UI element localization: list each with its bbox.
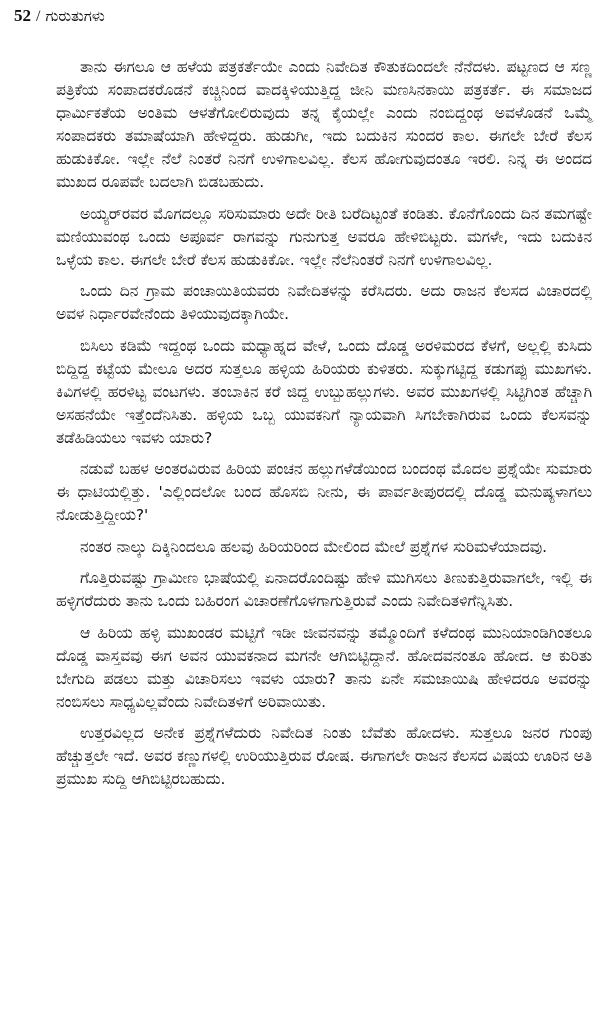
header-separator: /	[36, 8, 41, 25]
paragraph-3: ಒಂದು ದಿನ ಗ್ರಾಮ ಪಂಚಾಯಿತಿಯವರು ನಿವೇದಿತಳನ್ನು ಕರೆಸಿದರು. ಅದು ರಾಜನ ಕೆಲಸದ ವಿಚಾರದಲ್ಲಿ ಅವಳ ನಿರ್ಧಾರವೇನೆಂದು ತಿಳಿಯುವುದಕ್ಕಾಗಿಯೇ.	[56, 282, 592, 323]
paragraph-5: ನಡುವೆ ಬಹಳ ಅಂತರವಿರುವ ಹಿರಿಯ ಪಂಚನ ಹಲ್ಲುಗಳೆಡೆಯಿಂದ ಬಂದಂಥ ಮೊದಲ ಪ್ರಶ್ನೆಯೇ ಸುಮಾರು ಈ ಧಾಟಿಯಲ್ಲಿತ್ತು. 'ಎಲ್ಲಿಂದಲೋ ಬಂದ ಹೊಸಬಿ ನೀನು, ಈ ಪಾರ್ವತೀಪುರದಲ್ಲಿ ದೊಡ್ಡ ಮನುಷ್ಯಳಾಗಲು ನೋಡುತ್ತಿದ್ದೀಯ?'	[56, 460, 592, 524]
paragraph-1: ತಾನು ಈಗಲೂ ಆ ಹಳೆಯ ಪತ್ರಕರ್ತೆಯೇ ಎಂದು ನಿವೇದಿತ ಕೌತುಕದಿಂದಲೇ ನೆನೆದಳು. ಪಟ್ಟಣದ ಆ ಸಣ್ಣ ಪತ್ರಿಕೆಯ ಸಂಪಾದಕರೊಡನೆ ಕಚ್ಚಿನಿಂದ ವಾದಕ್ಕಿಳಿಯುತ್ತಿದ್ದ ಜೀನಿ ಮಣಸಿನಕಾಯಿ ಪತ್ರಕರ್ತೆ. ಈ ಸಮಾಜದ ಧಾರ್ಮಿಕತೆಯ ಅಂತಿಮ ಆಳತೆಗೋಲಿರುವುದು ತನ್ನ ಕೈಯಲ್ಲೇ ಎಂದು ನಂಬಿದ್ದಂಥ ಅವಳೊಡನೆ ಒಮ್ಮೆ ಸಂಪಾದಕರು ತಮಾಷೆಯಾಗಿ ಹೇಳಿದ್ದರು. ಹುಡುಗೀ, ಇದು ಬದುಕಿನ ಸುಂದರ ಕಾಲ. ಈಗಲೇ ಬೇರೆ ಕೆಲಸ ಹುಡುಕಿಕೋ. ಇಲ್ಲೇ ನೆಲೆ ನಿಂತರೆ ನಿನಗೆ ಉಳಿಗಾಲವಿಲ್ಲ. ಕೆಲಸ ಹೋಗುವುದಂತೂ ಇರಲಿ. ನಿನ್ನ ಈ ಅಂದದ ಮುಖದ ರೂಪವೇ ಬದಲಾಗಿ ಬಿಡಬಹುದು.	[56, 58, 592, 191]
paragraph-7: ಗೊತ್ತಿರುವಷ್ಟು ಗ್ರಾಮೀಣ ಭಾಷೆಯಲ್ಲಿ ಏನಾದರೊಂದಿಷ್ಟು ಹೇಳಿ ಮುಗಿಸಲು ತಿಣುಕುತ್ತಿರುವಾಗಲೇ, ಇಲ್ಲಿ ಈ ಹಳ್ಳಿಗರೆದುರು ತಾನು ಒಂದು ಬಹಿರಂಗ ವಿಚಾರಣೆಗೊಳಗಾಗುತ್ತಿರುವೆ ಎಂದು ನಿವೇದಿತಳಿಗೆನ್ನಿಸಿತು.	[56, 569, 592, 610]
page-number: 52	[14, 6, 31, 25]
page-body	[56, 56, 592, 800]
running-header	[14, 6, 105, 27]
book-title: ಗುರುತುಗಳು	[45, 7, 105, 25]
paragraph-6: ನಂತರ ನಾಲ್ಕು ದಿಕ್ಕಿನಿಂದಲೂ ಹಲವು ಹಿರಿಯರಿಂದ ಮೇಲಿಂದ ಮೇಲೆ ಪ್ರಶ್ನೆಗಳ ಸುರಿಮಳೆಯಾದವು.	[80, 537, 548, 556]
paragraph-2: ಅಯ್ಯರ್‌ರವರ ಮೊಗದಲ್ಲೂ ಸರಿಸುಮಾರು ಅದೇ ರೀತಿ ಬರೆದಿಟ್ಟಂತೆ ಕಂಡಿತು. ಕೊನೆಗೊಂದು ದಿನ ತಮಗಷ್ಟೇ ಮಣಿಯುವಂಥ ಒಂದು ಅಪೂರ್ವ ರಾಗವನ್ನು ಗುನುಗುತ್ತ ಅವರೂ ಹೇಳಿಬಿಟ್ಟರು. ಮಗಳೇ, ಇದು ಬದುಕಿನ ಒಳ್ಳೆಯ ಕಾಲ. ಈಗಲೇ ಬೇರೆ ಕೆಲಸ ಹುಡುಕಿಕೋ. ಇಲ್ಲೇ ನೆಲೆನಿಂತರೆ ನಿನಗೆ ಉಳಿಗಾಲವಿಲ್ಲ.	[56, 204, 592, 269]
paragraph-4: ಬಿಸಿಲು ಕಡಿಮೆ ಇದ್ದಂಥ ಒಂದು ಮಧ್ಯಾಹ್ನದ ವೇಳೆ, ಒಂದು ದೊಡ್ಡ ಅರಳಿಮರದ ಕೆಳಗೆ, ಅಲ್ಲಲ್ಲಿ ಕುಸಿದು ಬಿದ್ದಿದ್ದ ಕಟ್ಟೆಯ ಮೇಲೂ ಅದರ ಸುತ್ತಲೂ ಹಳ್ಳಿಯ ಹಿರಿಯರು ಕುಳಿತರು. ಸುಕ್ಕುಗಟ್ಟಿದ್ದ ಕಡುಗಪ್ಪು ಮುಖಗಳು. ಕಿವಿಗಳಲ್ಲಿ ಹರಳಿಟ್ಟ ವಂಟಗಳು. ತಂಬಾಕಿನ ಕರೆ ಜಿದ್ದ ಉಬ್ಬುಹಲ್ಲುಗಳು. ಅವರ ಮುಖಗಳಲ್ಲಿ ಸಿಟ್ಟಿಗಿಂತ ಹೆಚ್ಚಾಗಿ ಅಸಹನೆಯೇ ಇತ್ತೆಂದೆನಿಸಿತು. ಹಳ್ಳಿಯ ಒಬ್ಬ ಯುವಕನಿಗೆ ನ್ಯಾಯವಾಗಿ ಸಿಗಬೇಕಾಗಿರುವ ಒಂದು ಕೆಲಸವನ್ನು ತಡೆಹಿಡಿಯಲು ಇವಳು ಯಾರು?	[56, 336, 592, 447]
paragraph-8: ಆ ಹಿರಿಯ ಹಳ್ಳಿ ಮುಖಂಡರ ಮಟ್ಟಿಗೆ ಇಡೀ ಜೀವನವನ್ನು ತಮ್ಮೊಂದಿಗೆ ಕಳೆದಂಥ ಮುನಿಯಾಂಡಿಗಿಂತಲೂ ದೊಡ್ಡ ವಾಸ್ತವವು ಈಗ ಅವನ ಯುವಕನಾದ ಮಗನೇ ಆಗಿಬಿಟ್ಟಿದ್ದಾನೆ. ಹೋದವನಂತೂ ಹೋದ. ಆ ಕುರಿತು ಬೇಗುದಿ ಪಡಲು ಮತ್ತು ವಿಚಾರಿಸಲು ಇವಳು ಯಾರು? ತಾನು ಏನೇ ಸಮಜಾಯಿಷಿ ಹೇಳಿದರೂ ಅವರನ್ನು ನಂಬಿಸಲು ಸಾಧ್ಯವಿಲ್ಲವೆಂದು ನಿವೇದಿತಳಿಗೆ ಅರಿವಾಯಿತು.	[56, 623, 592, 711]
paragraph-9: ಉತ್ತರವಿಲ್ಲದ ಅನೇಕ ಪ್ರಶ್ನೆಗಳೆದುರು ನಿವೇದಿತ ನಿಂತು ಬೆವೆತು ಹೋದಳು. ಸುತ್ತಲೂ ಜನರ ಗುಂಪು ಹೆಚ್ಚುತ್ತಲೇ ಇದೆ. ಅವರ ಕಣ್ಣುಗಳಲ್ಲಿ ಉರಿಯುತ್ತಿರುವ ರೋಷ. ಈಗಾಗಲೇ ರಾಜನ ಕೆಲಸದ ವಿಷಯ ಊರಿನ ಅತಿ ಪ್ರಮುಖ ಸುದ್ದಿ ಆಗಿಬಿಟ್ಟಿರಬಹುದು.	[56, 724, 592, 788]
